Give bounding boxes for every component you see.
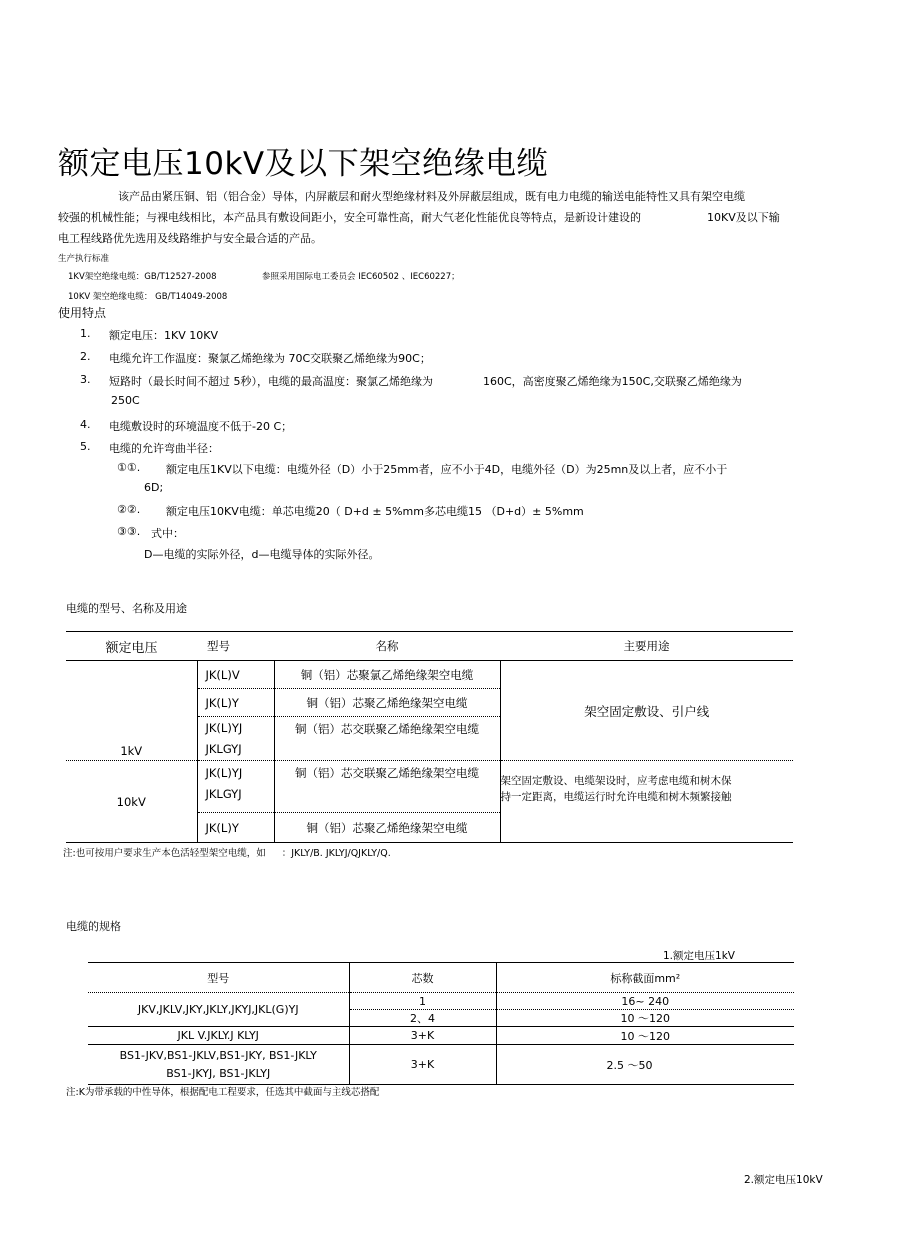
model-cell: JKV,JKLV,JKY,JKLY,JKYJ,JKL(G)YJ <box>88 993 349 1027</box>
intro-line <box>58 207 818 228</box>
footer-subtitle: 2.额定电压10kV <box>744 1174 823 1186</box>
cores-cell: 3+K <box>349 1045 496 1085</box>
feature-text: 160C，高密度聚乙烯绝缘为150C,交联聚乙烯绝缘为 <box>483 375 742 388</box>
model-line: BS1-JKYJ, BS1-JKLYJ <box>166 1066 271 1080</box>
header-area: 标称截面mm² <box>496 963 794 993</box>
subitem-text: 额定电压1KV以下电缆：电缆外径（D）小于25mm者，应不小于4D，电缆外径（D）为25mn及以上者，应不小于 <box>166 463 728 476</box>
table-header-row <box>88 963 794 993</box>
feature-text: 额定电压：1KV 10KV <box>109 329 218 342</box>
feature-text: 短路时（最长时间不超过 5秒），电缆的最高温度：聚氯乙烯绝缘为 <box>109 375 433 388</box>
feature-num: 4. <box>80 418 91 431</box>
model-cell <box>197 761 274 813</box>
feature-text: 电缆的允许弯曲半径： <box>109 442 219 455</box>
intro-line: 电工程线路优先选用及线路维护与安全最合适的产品。 <box>58 232 322 245</box>
table-header-row <box>66 632 793 661</box>
feature-num: 5. <box>80 440 91 453</box>
name-cell: 铜（铝）芯交联聚乙烯绝缘架空电缆 <box>274 717 500 761</box>
header-model: 型号 <box>88 963 349 993</box>
standard-iec: 参照采用国际电工委员会 IEC60502 、IEC60227； <box>262 272 460 282</box>
model-line: JK(L)YJ <box>205 766 243 780</box>
header-voltage: 额定电压 <box>66 632 197 661</box>
table-row <box>88 993 794 1010</box>
feature-text: 电缆允许工作温度：聚氯乙烯绝缘为 70C交联聚乙烯绝缘为90C； <box>109 352 431 365</box>
features-heading: 使用特点 <box>58 306 107 320</box>
header-use: 主要用途 <box>500 632 793 661</box>
model-line: JK(L)YJ <box>205 720 243 735</box>
header-name: 名称 <box>274 632 500 661</box>
subitem-num: ①①. <box>117 461 141 474</box>
models-heading: 电缆的型号、名称及用途 <box>66 602 187 615</box>
voltage-cell: 10kV <box>66 761 197 843</box>
note-text: 注:也可按用户要求生产本色活轻型架空电缆，如 <box>63 848 266 859</box>
area-cell: 10 ～120 <box>496 1027 794 1045</box>
model-line: JKLGYJ <box>205 787 242 801</box>
feature-num: 3. <box>80 373 91 386</box>
model-cell: JK(L)V <box>197 661 274 689</box>
standard-1kv: 1KV架空绝缘电缆：GB/T12527-2008 <box>68 272 217 282</box>
subitem-text: 额定电压10KV电缆：单芯电缆20（ D+d ± 5%mm多芯电缆15 （D+d）± 5%mm <box>166 505 584 518</box>
standard-10kv: 10KV 架空绝缘电缆： GB/T14049-2008 <box>68 292 228 302</box>
voltage-cell: 1kV <box>66 661 197 761</box>
name-cell: 铜（铝）芯聚乙烯绝缘架空电缆 <box>274 813 500 843</box>
subitem-text: 6D; <box>144 481 164 494</box>
table-row <box>88 1027 794 1045</box>
cores-cell: 3+K <box>349 1027 496 1045</box>
cores-cell: 1 <box>349 993 496 1010</box>
model-cell: JK(L)Y <box>197 813 274 843</box>
feature-text: 250C <box>111 394 140 407</box>
area-cell: 2.5 ～50 <box>496 1045 794 1085</box>
model-line: JKLGYJ <box>205 741 242 756</box>
models-note <box>63 845 391 859</box>
area-cell: 10 ～120 <box>496 1010 794 1027</box>
table-row <box>66 761 793 813</box>
use-line: 架空固定敷设、电缆架设时，应考虑电缆和树木保 <box>500 775 732 787</box>
subitem-num: ③③. <box>117 525 141 538</box>
name-cell: 铜（铝）芯聚乙烯绝缘架空电缆 <box>274 689 500 717</box>
intro-text: 10KV及以下输 <box>707 211 780 224</box>
feature-num: 2. <box>80 350 91 363</box>
model-cell <box>197 717 274 761</box>
page-title: 额定电压10kV及以下架空绝缘电缆 <box>58 146 549 182</box>
note-text: ：JKLY/B. JKLYJ/QJKLY/Q. <box>281 848 391 859</box>
formula-note: D—电缆的实际外径，d—电缆导体的实际外径。 <box>144 548 380 561</box>
name-cell: 铜（铝）芯交联聚乙烯绝缘架空电缆 <box>274 761 500 813</box>
model-line: BS1-JKV,BS1-JKLV,BS1-JKY, BS1-JKLY <box>119 1048 317 1062</box>
use-cell <box>500 761 793 843</box>
feature-text: 电缆敷设时的环境温度不低于-20 C； <box>109 420 293 433</box>
table-row <box>88 1045 794 1085</box>
spec-subtitle: 1.额定电压1kV <box>663 950 735 962</box>
spec-note: 注:K为带承载的中性导体，根据配电工程要求，任选其中截面与主线芯搭配 <box>66 1087 380 1098</box>
header-cores: 芯数 <box>349 963 496 993</box>
table-row <box>66 661 793 689</box>
model-cell: JKL V.JKLY.J KLYJ <box>88 1027 349 1045</box>
area-cell: 16~ 240 <box>496 993 794 1010</box>
subitem-num: ②②. <box>117 503 141 516</box>
model-cell: JK(L)Y <box>197 689 274 717</box>
spec-table <box>88 962 794 1085</box>
use-cell: 架空固定敷设、引户线 <box>500 661 793 761</box>
feature-num: 1. <box>80 327 91 340</box>
models-table <box>66 631 793 843</box>
cores-cell: 2、4 <box>349 1010 496 1027</box>
model-cell <box>88 1045 349 1085</box>
intro-line: 该产品由紧压铜、铝（铝合金）导体，内屏蔽层和耐火型绝缘材料及外屏蔽层组成，既有电力电缆的输送电能特性又具有架空电缆 <box>118 190 745 203</box>
use-line: 持一定距离，电缆运行时允许电缆和树木频繁接触 <box>500 791 732 803</box>
spec-heading: 电缆的规格 <box>66 920 121 933</box>
subitem-text: 式中： <box>151 527 184 540</box>
standards-heading: 生产执行标准 <box>58 254 110 264</box>
intro-paragraph <box>58 186 818 249</box>
name-cell: 铜（铝）芯聚氯乙烯绝缘架空电缆 <box>274 661 500 689</box>
header-model: 型号 <box>197 632 274 661</box>
intro-text: 较强的机械性能；与裸电线相比，本产品具有敷设间距小，安全可靠性高，耐大气老化性能优良等特点，是新设计建设的 <box>58 211 641 224</box>
